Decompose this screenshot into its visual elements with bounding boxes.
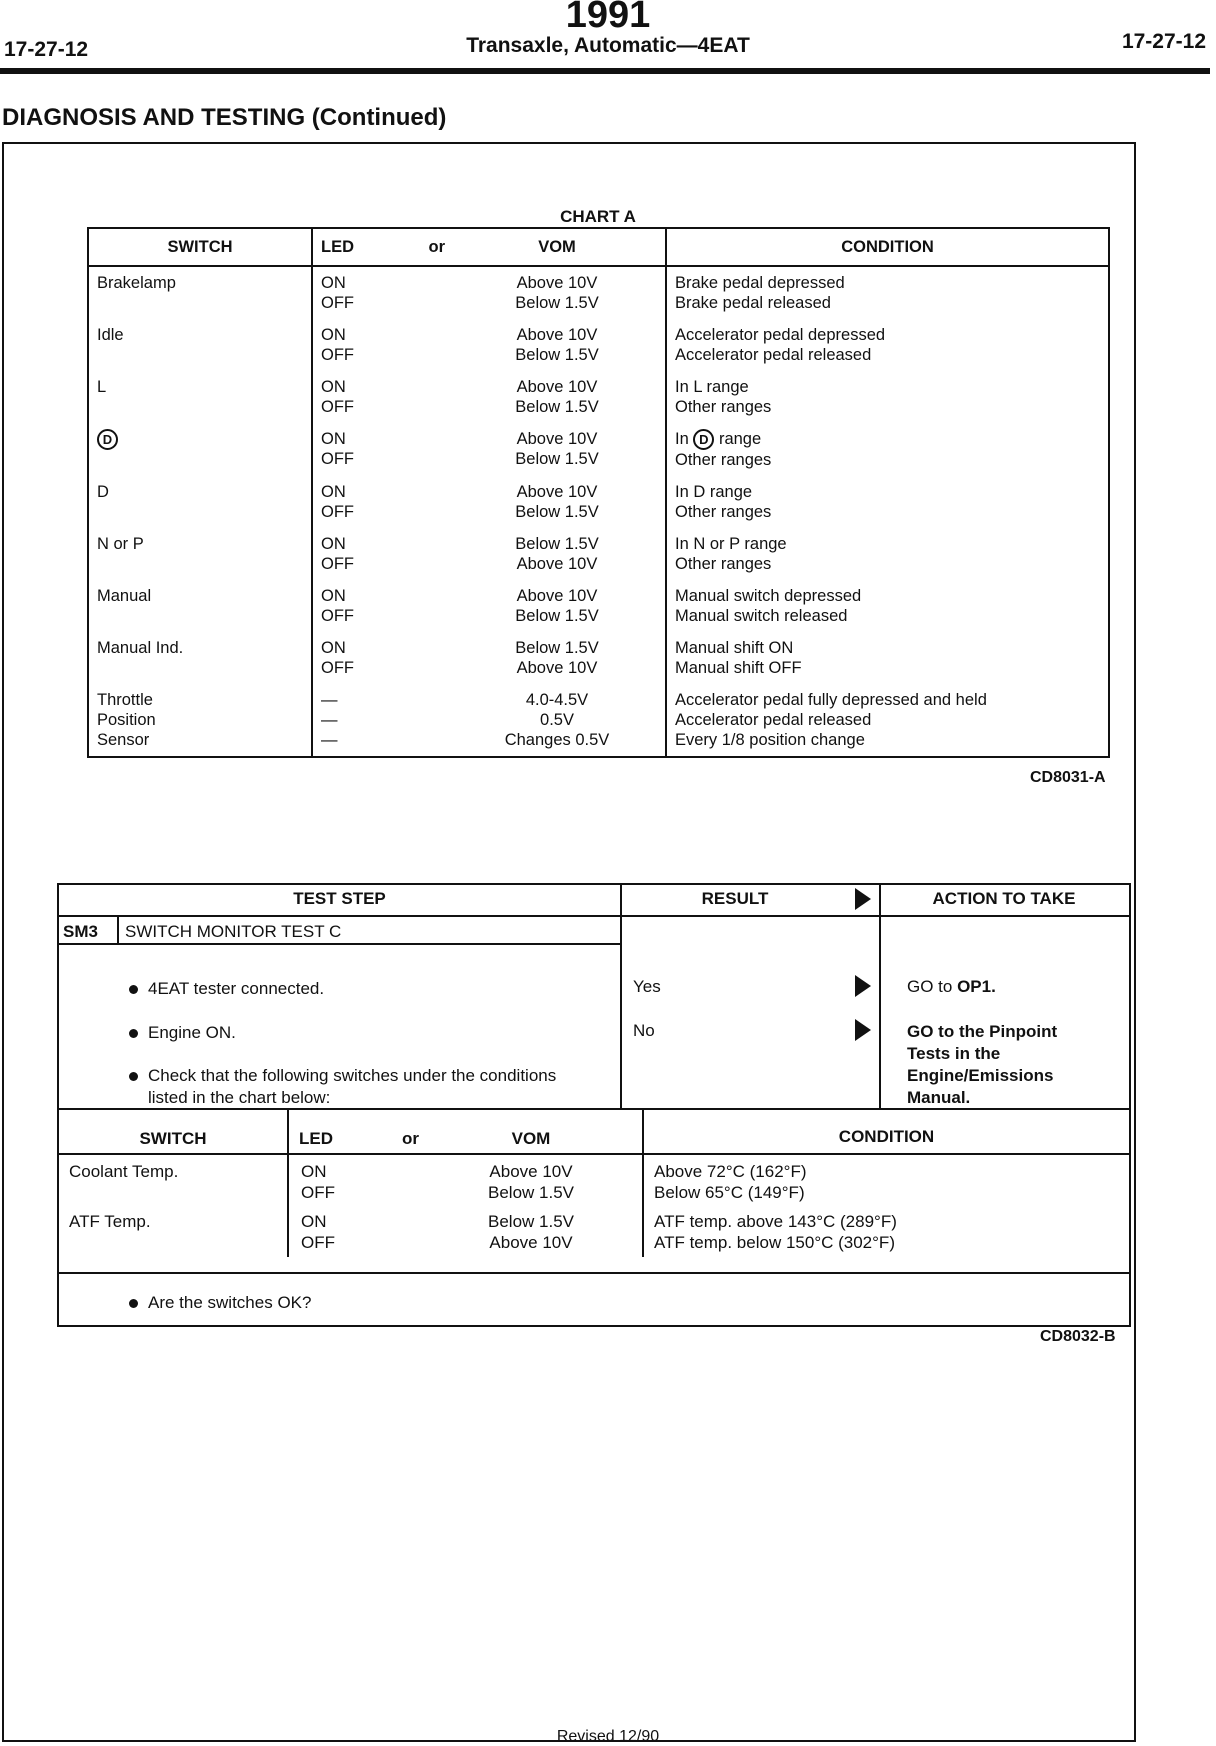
sub-vom-line: Below 1.5V	[488, 1183, 574, 1202]
chart-a-condition-line: Other ranges	[675, 398, 772, 416]
bullet-icon	[129, 1299, 138, 1308]
chart-a-condition-line: In D range	[675, 483, 753, 501]
col-test-step: TEST STEP	[293, 889, 386, 908]
chart-a-vom-line: Above 10V	[516, 326, 598, 344]
chart-a-cell-vom	[449, 423, 666, 476]
chart-a-condition-line: Accelerator pedal fully depressed and held	[675, 691, 987, 709]
chart-a-led-line: ON	[321, 535, 346, 553]
circled-d-icon: D	[97, 429, 118, 450]
result-no: No	[633, 1021, 655, 1040]
divider	[879, 885, 881, 1108]
chart-a-condition-line: Accelerator pedal depressed	[675, 326, 886, 344]
chart-a-vom-line: Below 1.5V	[515, 639, 599, 657]
test-code: CD8032-B	[1040, 1328, 1116, 1345]
chart-a-vom-line: Above 10V	[516, 430, 598, 448]
action-yes: GO to OP1.	[907, 977, 996, 996]
chart-a-cell-condition	[666, 476, 1109, 528]
sub-table-body	[59, 1154, 1129, 1257]
chart-a-cell-condition	[666, 580, 1109, 632]
bullet-item: 4EAT tester connected.	[129, 979, 599, 999]
sub-led-line: OFF	[301, 1233, 335, 1252]
chart-a-switch-line: N or P	[97, 535, 144, 553]
chart-a-condition-line: Every 1/8 position change	[675, 731, 865, 749]
bullet-icon	[129, 1029, 138, 1038]
chart-a-condition-line: Accelerator pedal released	[675, 711, 872, 729]
chart-a-switch-line: Brakelamp	[97, 274, 176, 292]
chart-a-led-line: ON	[321, 430, 346, 448]
chart-a-condition-line: Other ranges	[675, 503, 772, 521]
chart-a-vom-line: Below 1.5V	[515, 450, 599, 468]
chart-a-led-line: OFF	[321, 398, 354, 416]
divider	[59, 943, 620, 945]
chart-a-table	[87, 227, 1110, 758]
chart-a-condition-line: Manual switch depressed	[675, 587, 862, 605]
chart-a-condition-line: Manual shift OFF	[675, 659, 802, 677]
chart-a-vom-line: Below 1.5V	[515, 607, 599, 625]
sub-cell-vom	[420, 1207, 643, 1257]
chart-a-cell-condition	[666, 266, 1109, 319]
chart-a-cell-switch	[88, 528, 312, 580]
sub-led-line: ON	[301, 1212, 327, 1231]
test-id: SM3	[63, 922, 98, 941]
chart-a-led-line: ON	[321, 326, 346, 344]
chart-a-row	[88, 632, 1109, 684]
sub-col-switch: SWITCH	[59, 1110, 288, 1154]
chart-a-cell-condition	[666, 632, 1109, 684]
chart-a-cell-vom	[449, 684, 666, 757]
bullet-item: Check that the following switches under the conditions listed in the chart below:	[129, 1065, 568, 1109]
chart-a-row	[88, 319, 1109, 371]
chart-a-cell-condition	[666, 528, 1109, 580]
chart-a-led-line: OFF	[321, 555, 354, 573]
switch-sub-table	[59, 1110, 1129, 1257]
chart-a-vom-line: 0.5V	[540, 711, 574, 729]
sub-table-row	[59, 1207, 1129, 1257]
chart-a-led-line: OFF	[321, 294, 354, 312]
chart-a-switch-line	[97, 429, 303, 450]
col-or-label: or	[428, 237, 445, 256]
condition-prefix: In	[675, 430, 694, 448]
chart-a-led-line: OFF	[321, 503, 354, 521]
chart-a-vom-line: Above 10V	[516, 587, 598, 605]
sub-cell-switch: ATF Temp.	[59, 1207, 288, 1257]
chart-a-cell-switch	[88, 580, 312, 632]
sub-vom-line: Above 10V	[489, 1162, 573, 1181]
chart-a-vom-line: Below 1.5V	[515, 535, 599, 553]
chart-a-cell-switch	[88, 266, 312, 319]
chart-a-row	[88, 580, 1109, 632]
chart-a-cell-led	[312, 266, 449, 319]
chart-a-cell-condition	[666, 319, 1109, 371]
test-step-box	[57, 883, 1131, 1327]
chart-a-cell-vom	[449, 632, 666, 684]
chart-a-cell-led	[312, 319, 449, 371]
chart-a-cell-switch	[88, 632, 312, 684]
sub-led-line: ON	[301, 1162, 327, 1181]
sub-cell-condition	[643, 1154, 1129, 1207]
chart-a-row	[88, 423, 1109, 476]
chart-a-vom-line: Above 10V	[516, 378, 598, 396]
chart-a-condition-line: Other ranges	[675, 451, 772, 469]
chart-a-led-line: ON	[321, 483, 346, 501]
chart-a-switch-line: L	[97, 378, 107, 396]
chart-a-vom-line: Below 1.5V	[515, 398, 599, 416]
chart-a-switch-line: Manual Ind.	[97, 639, 184, 657]
chart-a-vom-line: Above 10V	[516, 555, 598, 573]
chart-a-cell-condition	[666, 684, 1109, 757]
chart-a-cell-led	[312, 423, 449, 476]
section-title: DIAGNOSIS AND TESTING (Continued)	[2, 104, 447, 131]
chart-a-condition-line: Accelerator pedal released	[675, 346, 872, 364]
chart-a-cell-led	[312, 632, 449, 684]
chart-a-row	[88, 371, 1109, 423]
sub-col-led-label: LED	[299, 1129, 333, 1148]
header-year: 1991	[565, 0, 651, 36]
chart-a-switch-line: D	[97, 483, 109, 501]
chart-a-switch-line: Sensor	[97, 731, 150, 749]
col-led	[312, 228, 449, 266]
chart-a-led-line: ON	[321, 587, 346, 605]
chart-a-row	[88, 528, 1109, 580]
chart-a-cell-vom	[449, 476, 666, 528]
result-arrow-icon	[855, 975, 871, 997]
sub-col-or-label: or	[402, 1129, 419, 1148]
chart-a-condition-line: In N or P range	[675, 535, 787, 553]
chart-a-condition-line: In L range	[675, 378, 749, 396]
chart-a-condition-line: Manual shift ON	[675, 639, 794, 657]
sub-condition-line: Below 65°C (149°F)	[654, 1183, 805, 1202]
chart-a-row	[88, 266, 1109, 319]
chart-a-cell-switch	[88, 319, 312, 371]
circled-d-icon: D	[693, 429, 714, 450]
chart-a-vom-line: Changes 0.5V	[504, 731, 610, 749]
chart-a-cell-vom	[449, 266, 666, 319]
sub-cell-switch: Coolant Temp.	[59, 1154, 288, 1207]
col-result: RESULT	[701, 889, 769, 908]
chart-a-cell-led	[312, 371, 449, 423]
chart-a-led-line: OFF	[321, 450, 354, 468]
sub-cell-vom	[420, 1154, 643, 1207]
condition-suffix: range	[714, 430, 762, 448]
sub-cell-condition	[643, 1207, 1129, 1257]
chart-a-cell-condition	[666, 371, 1109, 423]
chart-a-cell-led	[312, 684, 449, 757]
chart-a-cell-led	[312, 580, 449, 632]
sub-cell-led	[288, 1154, 420, 1207]
col-vom: VOM	[449, 228, 666, 266]
col-led-label: LED	[321, 237, 354, 256]
sub-condition-line: ATF temp. above 143°C (289°F)	[654, 1212, 897, 1231]
chart-a-led-line: OFF	[321, 607, 354, 625]
sub-col-condition: CONDITION	[643, 1110, 1129, 1154]
divider	[620, 885, 622, 1108]
chart-a-condition-line	[675, 429, 1100, 450]
col-condition: CONDITION	[666, 228, 1109, 266]
divider	[59, 915, 1129, 917]
sub-cell-led	[288, 1207, 420, 1257]
result-yes: Yes	[633, 977, 661, 996]
chart-a-vom-line: Below 1.5V	[515, 346, 599, 364]
chart-a-condition-line: Brake pedal released	[675, 294, 831, 312]
sub-condition-line: ATF temp. below 150°C (302°F)	[654, 1233, 895, 1252]
chart-a-cell-led	[312, 476, 449, 528]
chart-a-led-line: OFF	[321, 659, 354, 677]
action-no: GO to the Pinpoint Tests in the Engine/Emissions Manual.	[907, 1022, 1058, 1107]
chart-a-switch-line: Throttle	[97, 691, 153, 709]
chart-a-switch-line: Idle	[97, 326, 124, 344]
chart-a-cell-switch	[88, 476, 312, 528]
chart-a-row	[88, 684, 1109, 757]
chart-a-cell-vom	[449, 371, 666, 423]
bullet-item: Engine ON.	[129, 1023, 599, 1043]
chart-a-condition-line: Manual switch released	[675, 607, 848, 625]
divider	[117, 915, 119, 943]
chart-a-vom-line: Above 10V	[516, 483, 598, 501]
header-rule	[0, 68, 1210, 74]
chart-a-row	[88, 476, 1109, 528]
bullet-icon	[129, 985, 138, 994]
chart-a-led-line: —	[321, 691, 338, 709]
chart-a-cell-switch	[88, 684, 312, 757]
chart-a-cell-switch	[88, 371, 312, 423]
col-switch: SWITCH	[88, 228, 312, 266]
page-number-right: 17-27-12	[1121, 30, 1206, 53]
sub-condition-line: Above 72°C (162°F)	[654, 1162, 807, 1181]
chart-a-led-line: —	[321, 711, 338, 729]
chart-a-vom-line: 4.0-4.5V	[525, 691, 589, 709]
chart-a-code: CD8031-A	[1030, 769, 1106, 786]
chart-a-vom-line: Above 10V	[516, 659, 598, 677]
chart-a-cell-condition	[666, 423, 1109, 476]
col-action: ACTION TO TAKE	[932, 889, 1076, 908]
sub-table-row	[59, 1154, 1129, 1207]
result-arrow-icon	[855, 888, 871, 910]
page-title: Transaxle, Automatic—4EAT	[466, 34, 750, 57]
footer-revised: Revised 12/90	[556, 1728, 660, 1745]
chart-a-cell-vom	[449, 528, 666, 580]
result-arrow-icon	[855, 1019, 871, 1041]
chart-a-vom-line: Below 1.5V	[515, 503, 599, 521]
sub-vom-line: Below 1.5V	[488, 1212, 574, 1231]
chart-a-body	[88, 266, 1109, 757]
divider	[59, 1272, 1129, 1274]
chart-a-condition-line: Other ranges	[675, 555, 772, 573]
chart-a-led-line: —	[321, 731, 338, 749]
chart-a-cell-vom	[449, 580, 666, 632]
chart-a-switch-line: Position	[97, 711, 156, 729]
sub-col-vom: VOM	[420, 1110, 643, 1154]
chart-a-cell-vom	[449, 319, 666, 371]
chart-a-condition-line: Brake pedal depressed	[675, 274, 845, 292]
sub-col-led	[288, 1110, 420, 1154]
chart-a-title: CHART A	[560, 207, 636, 226]
chart-a-cell-switch	[88, 423, 312, 476]
chart-a-cell-led	[312, 528, 449, 580]
test-name: SWITCH MONITOR TEST C	[125, 922, 342, 941]
sub-vom-line: Above 10V	[489, 1233, 573, 1252]
chart-a-led-line: ON	[321, 378, 346, 396]
sub-led-line: OFF	[301, 1183, 335, 1202]
final-question: Are the switches OK?	[129, 1293, 311, 1313]
chart-a-switch-line: Manual	[97, 587, 152, 605]
chart-a-vom-line: Above 10V	[516, 274, 598, 292]
chart-a-led-line: OFF	[321, 346, 354, 364]
page-number-left: 17-27-12	[4, 38, 89, 61]
chart-a-led-line: ON	[321, 274, 346, 292]
chart-a-vom-line: Below 1.5V	[515, 294, 599, 312]
chart-a-led-line: ON	[321, 639, 346, 657]
bullet-icon	[129, 1072, 138, 1081]
